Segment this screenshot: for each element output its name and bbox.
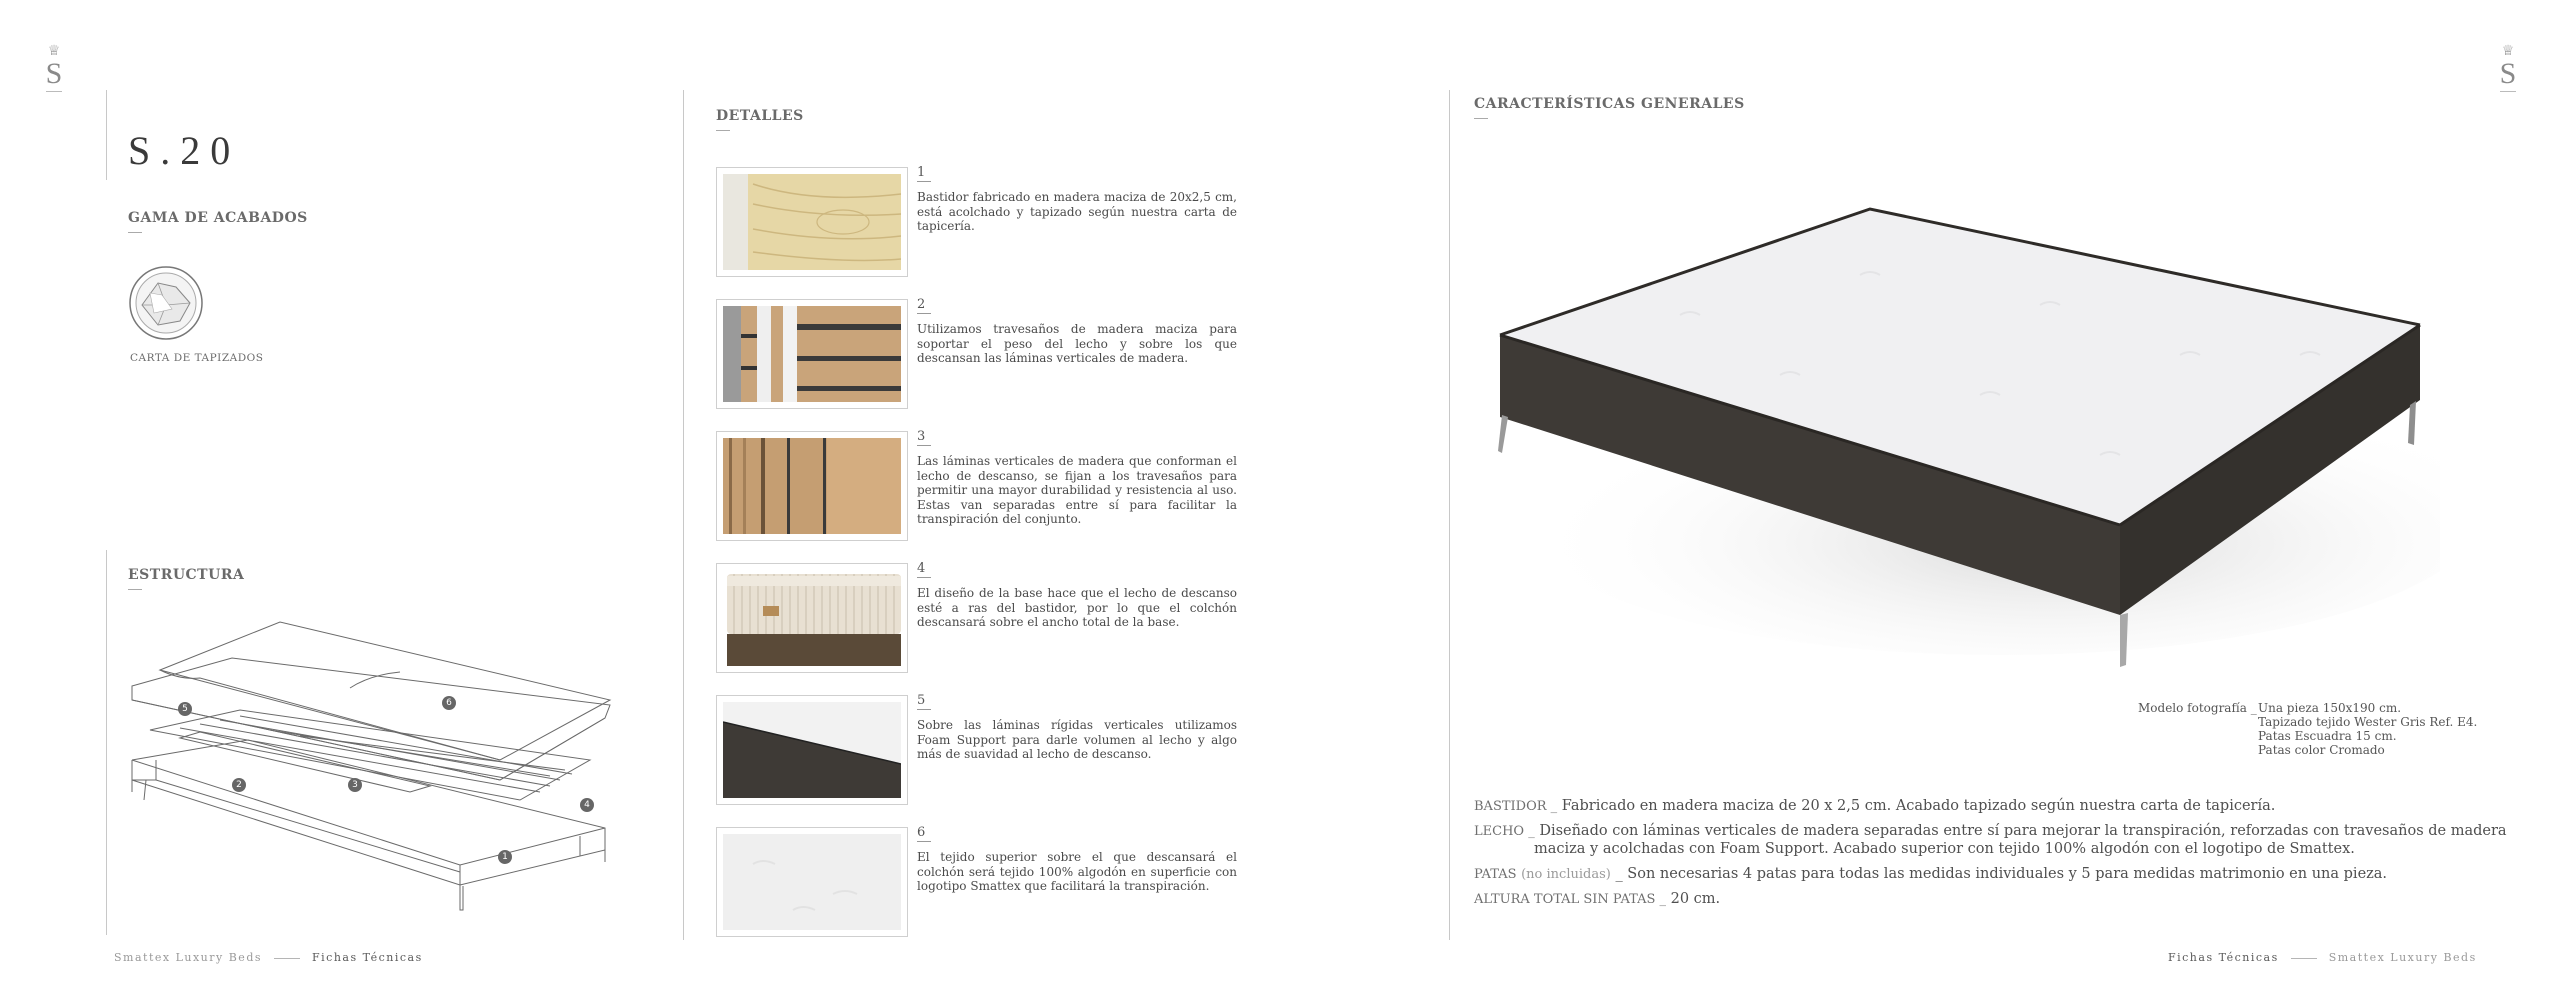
detail-number: 1 xyxy=(917,165,926,180)
detail-item xyxy=(716,563,1236,675)
footer-brand: Smattex Luxury Beds xyxy=(114,951,263,964)
column-divider xyxy=(683,90,684,940)
spec-text: 20 cm. xyxy=(1670,891,1721,907)
finishes-caption[interactable]: CARTA DE TAPIZADOS xyxy=(130,352,264,364)
detail-item xyxy=(716,167,1236,279)
detail-text: Las láminas verticales de madera que conforman el lecho de descanso, se fijan a los travesaños para permitir una mayor durabilidad y resistencia al uso. Estas van separadas entre sí para facilitar la transpiración del conjunto. xyxy=(917,454,1237,527)
footer-section[interactable]: Fichas Técnicas xyxy=(2168,951,2279,964)
diagram-label-4: 4 xyxy=(580,798,594,812)
spec-text: Fabricado en madera maciza de 20 x 2,5 cm. Acabado tapizado según nuestra carta de tapicería. xyxy=(1561,798,2276,814)
detail-image xyxy=(716,827,908,937)
photo-caption-label: Modelo fotografía _ xyxy=(2138,701,2257,715)
diagram-label-5: 5 xyxy=(178,702,192,716)
spec-note: (no incluidas) xyxy=(1521,867,1611,882)
upholstery-swatch-icon[interactable] xyxy=(128,265,204,341)
detail-text: Utilizamos travesaños de madera maciza para soportar el peso del lecho y sobre los que descansan las láminas verticales de madera. xyxy=(917,322,1237,366)
spec-key: BASTIDOR _ xyxy=(1474,799,1558,814)
diagram-label-3: 3 xyxy=(348,778,362,792)
structure-diagram xyxy=(120,610,620,920)
photo-caption-line: Tapizado tejido Wester Gris Ref. E4. xyxy=(2258,715,2478,729)
footer-brand: Smattex Luxury Beds xyxy=(2328,951,2477,964)
brand-logo-right xyxy=(2496,44,2520,92)
detail-item xyxy=(716,827,1236,939)
diagram-label-2: 2 xyxy=(232,778,246,792)
finishes-heading: GAMA DE ACABADOS xyxy=(128,210,308,226)
spec-text: _ Son necesarias 4 patas para todas las medidas individuales y 5 para medidas matrimonio en una pieza. xyxy=(1615,866,2388,882)
bed-base-photo xyxy=(1480,195,2440,675)
spec-lecho-cont: maciza y acolchadas con Foam Support. Acabado superior con tejido 100% algodón con el logotipo de Smattex. xyxy=(1534,841,2355,857)
detail-image xyxy=(716,167,908,277)
detail-item xyxy=(716,695,1236,807)
structure-heading: ESTRUCTURA xyxy=(128,567,245,583)
column-divider xyxy=(1449,90,1450,940)
crown-icon: ♕ xyxy=(2501,43,2515,59)
diagram-label-6: 6 xyxy=(442,696,456,710)
spec-lecho xyxy=(1474,822,2507,841)
brand-logo-left xyxy=(42,44,66,92)
detail-number: 5 xyxy=(917,693,926,708)
spec-key: ALTURA TOTAL SIN PATAS _ xyxy=(1474,892,1667,907)
detail-number: 4 xyxy=(917,561,926,576)
footer-right xyxy=(2168,951,2477,964)
details-heading: DETALLES xyxy=(716,108,804,124)
crown-icon: ♕ xyxy=(47,43,61,59)
detail-text: Bastidor fabricado en madera maciza de 20x2,5 cm, está acolchado y tapizado según nuestra carta de tapicería. xyxy=(917,190,1237,234)
detail-number: 2 xyxy=(917,297,926,312)
logo-letter: S xyxy=(45,57,63,90)
detail-item xyxy=(716,431,1236,543)
photo-caption-line: Patas color Cromado xyxy=(2258,743,2385,757)
logo-letter: S xyxy=(2499,57,2517,90)
detail-image xyxy=(716,695,908,805)
detail-image xyxy=(716,563,908,673)
general-heading: CARACTERÍSTICAS GENERALES xyxy=(1474,96,1745,112)
detail-image xyxy=(716,299,908,409)
diagram-label-1: 1 xyxy=(498,850,512,864)
detail-image xyxy=(716,431,908,541)
detail-number: 6 xyxy=(917,825,926,840)
photo-caption-line: Una pieza 150x190 cm. xyxy=(2258,701,2402,715)
spec-altura xyxy=(1474,890,1720,909)
footer-section[interactable]: Fichas Técnicas xyxy=(312,951,423,964)
spec-bastidor xyxy=(1474,797,2275,816)
detail-text: Sobre las láminas rígidas verticales utilizamos Foam Support para darle volumen al lecho y algo más de suavidad al lecho de descanso. xyxy=(917,718,1237,762)
spec-patas xyxy=(1474,865,2387,884)
spec-key: LECHO _ xyxy=(1474,824,1535,839)
photo-caption-line: Patas Escuadra 15 cm. xyxy=(2258,729,2397,743)
model-title: S.20 xyxy=(128,127,241,173)
column-divider xyxy=(106,90,107,180)
detail-number: 3 xyxy=(917,429,926,444)
detail-item xyxy=(716,299,1236,411)
spec-key: PATAS xyxy=(1474,867,1517,882)
detail-text: El tejido superior sobre el que descansará el colchón será tejido 100% algodón en superficie con logotipo Smattex que facilitará la transpiración. xyxy=(917,850,1237,894)
spec-text: Diseñado con láminas verticales de madera separadas entre sí para mejorar la transpiración, reforzadas con travesaños de madera xyxy=(1539,823,2507,839)
detail-text: El diseño de la base hace que el lecho de descanso esté a ras del bastidor, por lo que el colchón descansará sobre el ancho total de la base. xyxy=(917,586,1237,630)
footer-left xyxy=(114,951,423,964)
column-divider xyxy=(106,550,107,935)
